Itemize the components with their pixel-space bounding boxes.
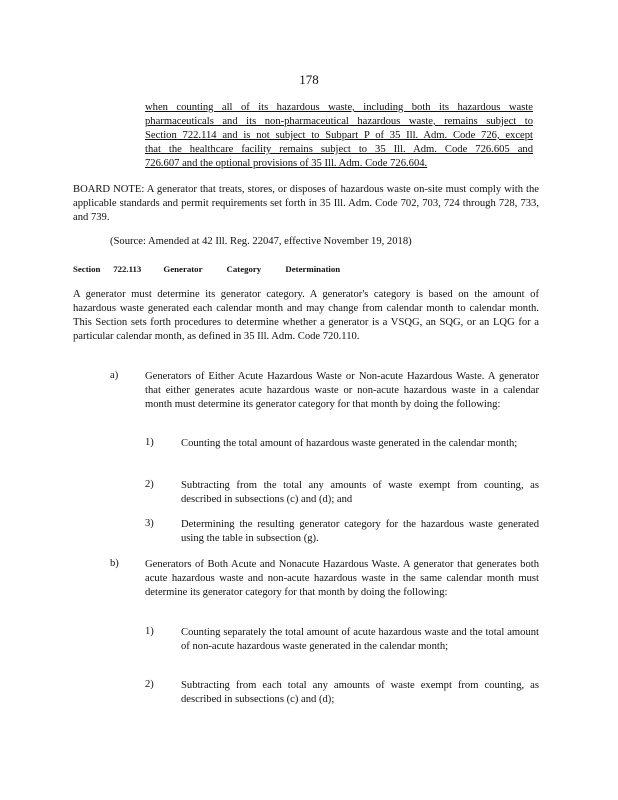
item-a3-label: 3) xyxy=(145,518,154,529)
item-b1-text: Counting separately the total amount of acute hazardous waste and the total amount of non-acute hazardous waste generated in the calendar month; xyxy=(181,627,539,652)
item-a3-text: Determining the resulting generator category for the hazardous waste generated using the table in subsection (g). xyxy=(181,519,539,544)
subsection-b-label: b) xyxy=(110,558,119,569)
source-note: (Source: Amended at 42 Ill. Reg. 22047, effective November 19, 2018) xyxy=(110,236,412,247)
section-heading xyxy=(73,264,340,274)
item-a2-text: Subtracting from the total any amounts of waste exempt from counting, as described in subsections (c) and (d); and xyxy=(181,480,539,505)
underlined-line: that the healthcare facility remains subject to 35 Ill. Adm. Code 726.605 and xyxy=(145,143,533,155)
underlined-line: when counting all of its hazardous waste, including both its hazardous waste xyxy=(145,102,533,113)
item-a1-text: Counting the total amount of hazardous waste generated in the calendar month; xyxy=(181,438,518,449)
underlined-inserted-text xyxy=(145,101,533,171)
section-number: 722.113 xyxy=(113,264,142,274)
item-b2-text: Subtracting from each total any amounts of waste exempt from counting, as described in subsections (c) and (d); xyxy=(181,680,539,705)
board-note: BOARD NOTE: A generator that treats, stores, or disposes of hazardous waste on-site must comply with the applicable standards and permit requirements set forth in 35 Ill. Adm. Code 702, 703, 724 through 728, 733, and 739. xyxy=(73,184,539,223)
underlined-line: Section 722.114 and is not subject to Subpart P of 35 Ill. Adm. Code 726, except xyxy=(145,129,533,141)
item-b2-label: 2) xyxy=(145,679,154,690)
item-a1-label: 1) xyxy=(145,437,154,448)
item-a2-label: 2) xyxy=(145,479,154,490)
subsection-a-text: Generators of Either Acute Hazardous Waste or Non-acute Hazardous Waste. A generator that either generates acute hazardous waste or non-acute hazardous waste in a calendar month must determine its generator category for that month by doing the following: xyxy=(145,371,539,410)
section-intro: A generator must determine its generator category. A generator's category is based on the amount of hazardous waste generated each calendar month and may change from calendar month to calendar month. This Section sets forth procedures to determine whether a generator is a VSQG, an SQG, or an LQG for a particular calendar month, as defined in 35 Ill. Adm. Code 720.110. xyxy=(73,289,539,342)
item-b1-label: 1) xyxy=(145,626,154,637)
subsection-a-label: a) xyxy=(110,370,119,381)
subsection-b-text: Generators of Both Acute and Nonacute Hazardous Waste. A generator that generates both acute hazardous waste and non-acute hazardous waste in the same calendar month must determine its generator category for that month by doing the following: xyxy=(145,559,539,598)
section-title: Generator Category Determination xyxy=(163,264,341,274)
underlined-line: pharmaceuticals and its non-pharmaceutical hazardous waste, remains subject to xyxy=(145,115,533,127)
underlined-line: 726.607 and the optional provisions of 35 Ill. Adm. Code 726.604. xyxy=(145,157,428,169)
section-label: Section xyxy=(73,264,101,274)
page-number: 178 xyxy=(299,72,319,87)
